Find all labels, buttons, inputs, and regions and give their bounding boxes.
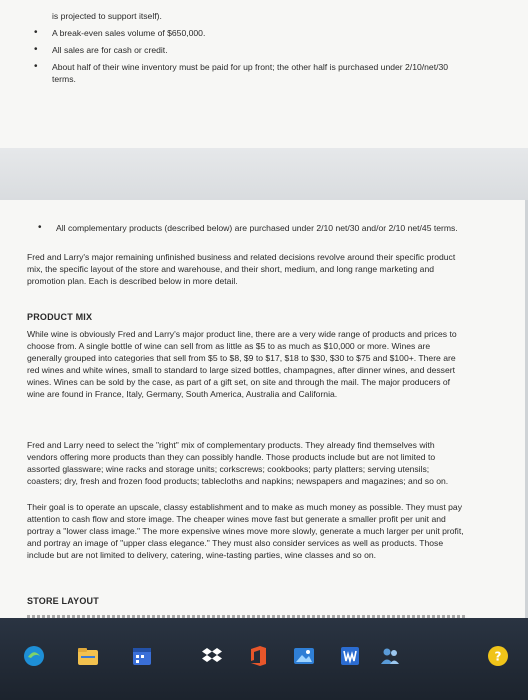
product-mix-paragraph-1: While wine is obviously Fred and Larry's major product line, there are a very wide range of products and prices to choose from. A single bottle of wine can sell from as little as $5 to as much as $10,000 or more. Wines are generally grouped into categories that sell from $5 to $8, $9 to $17, $18 to $30, $30 to $75 and $100+. There are red wines and white wines, small to standard to large sized bottles, champagnes, after dinner wines, and dessert wines. Wines can be sold by the case, as part of a gift set, on site and through the mail. The major producers of wine are found in France, Italy, Germany, South America, Australia and California.	[27, 329, 457, 400]
people-icon[interactable]	[378, 644, 402, 668]
cut-off-text-line	[27, 610, 467, 618]
list-item: is projected to support itself).	[52, 11, 162, 21]
document-page-main	[0, 200, 528, 618]
taskbar-icons	[0, 638, 528, 678]
document-page-top	[0, 0, 528, 148]
edge-icon[interactable]	[22, 644, 46, 668]
product-mix-heading: PRODUCT MIX	[27, 312, 93, 322]
store-layout-heading: STORE LAYOUT	[27, 596, 99, 606]
dropbox-icon[interactable]	[200, 644, 224, 668]
svg-text:?: ?	[494, 649, 502, 664]
calendar-icon[interactable]	[130, 644, 154, 668]
list-item: • About half of their wine inventory must be paid for up front; the other half is purchased under 2/10/net/30 terms.	[52, 61, 472, 85]
help-icon[interactable]	[486, 644, 510, 668]
file-explorer-icon[interactable]	[76, 644, 100, 668]
list-item: • All sales are for cash or credit.	[52, 44, 472, 56]
page-gap	[0, 148, 528, 200]
main-bullet-list	[56, 222, 476, 234]
product-mix-paragraph-2: Fred and Larry need to select the "right" mix of complementary products. They already find themselves with vendors offering more products than they can possibly handle. Those products include but are not limited to assorted glassware; wine racks and storage units; corkscrews; cookbooks; party platters; serving utensils; coasters; dry, fresh and frozen food products; tablecloths and napkins; newspapers and magazines; and so on.	[27, 440, 449, 487]
word-icon[interactable]	[338, 644, 362, 668]
taskbar	[0, 618, 528, 700]
intro-paragraph: Fred and Larry's major remaining unfinished business and related decisions revolve around their specific product mix, the specific layout of the store and warehouse, and their short, medium, and long range marketing and promotion plan. Each is described below in more detail.	[27, 252, 456, 287]
list-item: • A break-even sales volume of $650,000.	[52, 27, 472, 39]
list-item: • All complementary products (described below) are purchased under 2/10 net/30 and/or 2/10 net/45 terms.	[56, 222, 476, 234]
office-icon[interactable]	[246, 644, 270, 668]
photos-icon[interactable]	[292, 644, 316, 668]
top-bullet-list	[52, 10, 472, 90]
product-mix-paragraph-3: Their goal is to operate an upscale, classy establishment and to make as much money as possible. They must pay attention to cash flow and store image. The cheaper wines move fast but generate a smaller profit per unit and portray a "lower class image." The more expensive wines move more slowly, generate a much larger per unit profit, and portray an image of "upper class elegance." They must also consider services as well as products. Those include but are not limited to delivery, catering, wine-tasting parties, wine classes and so on.	[27, 502, 464, 561]
